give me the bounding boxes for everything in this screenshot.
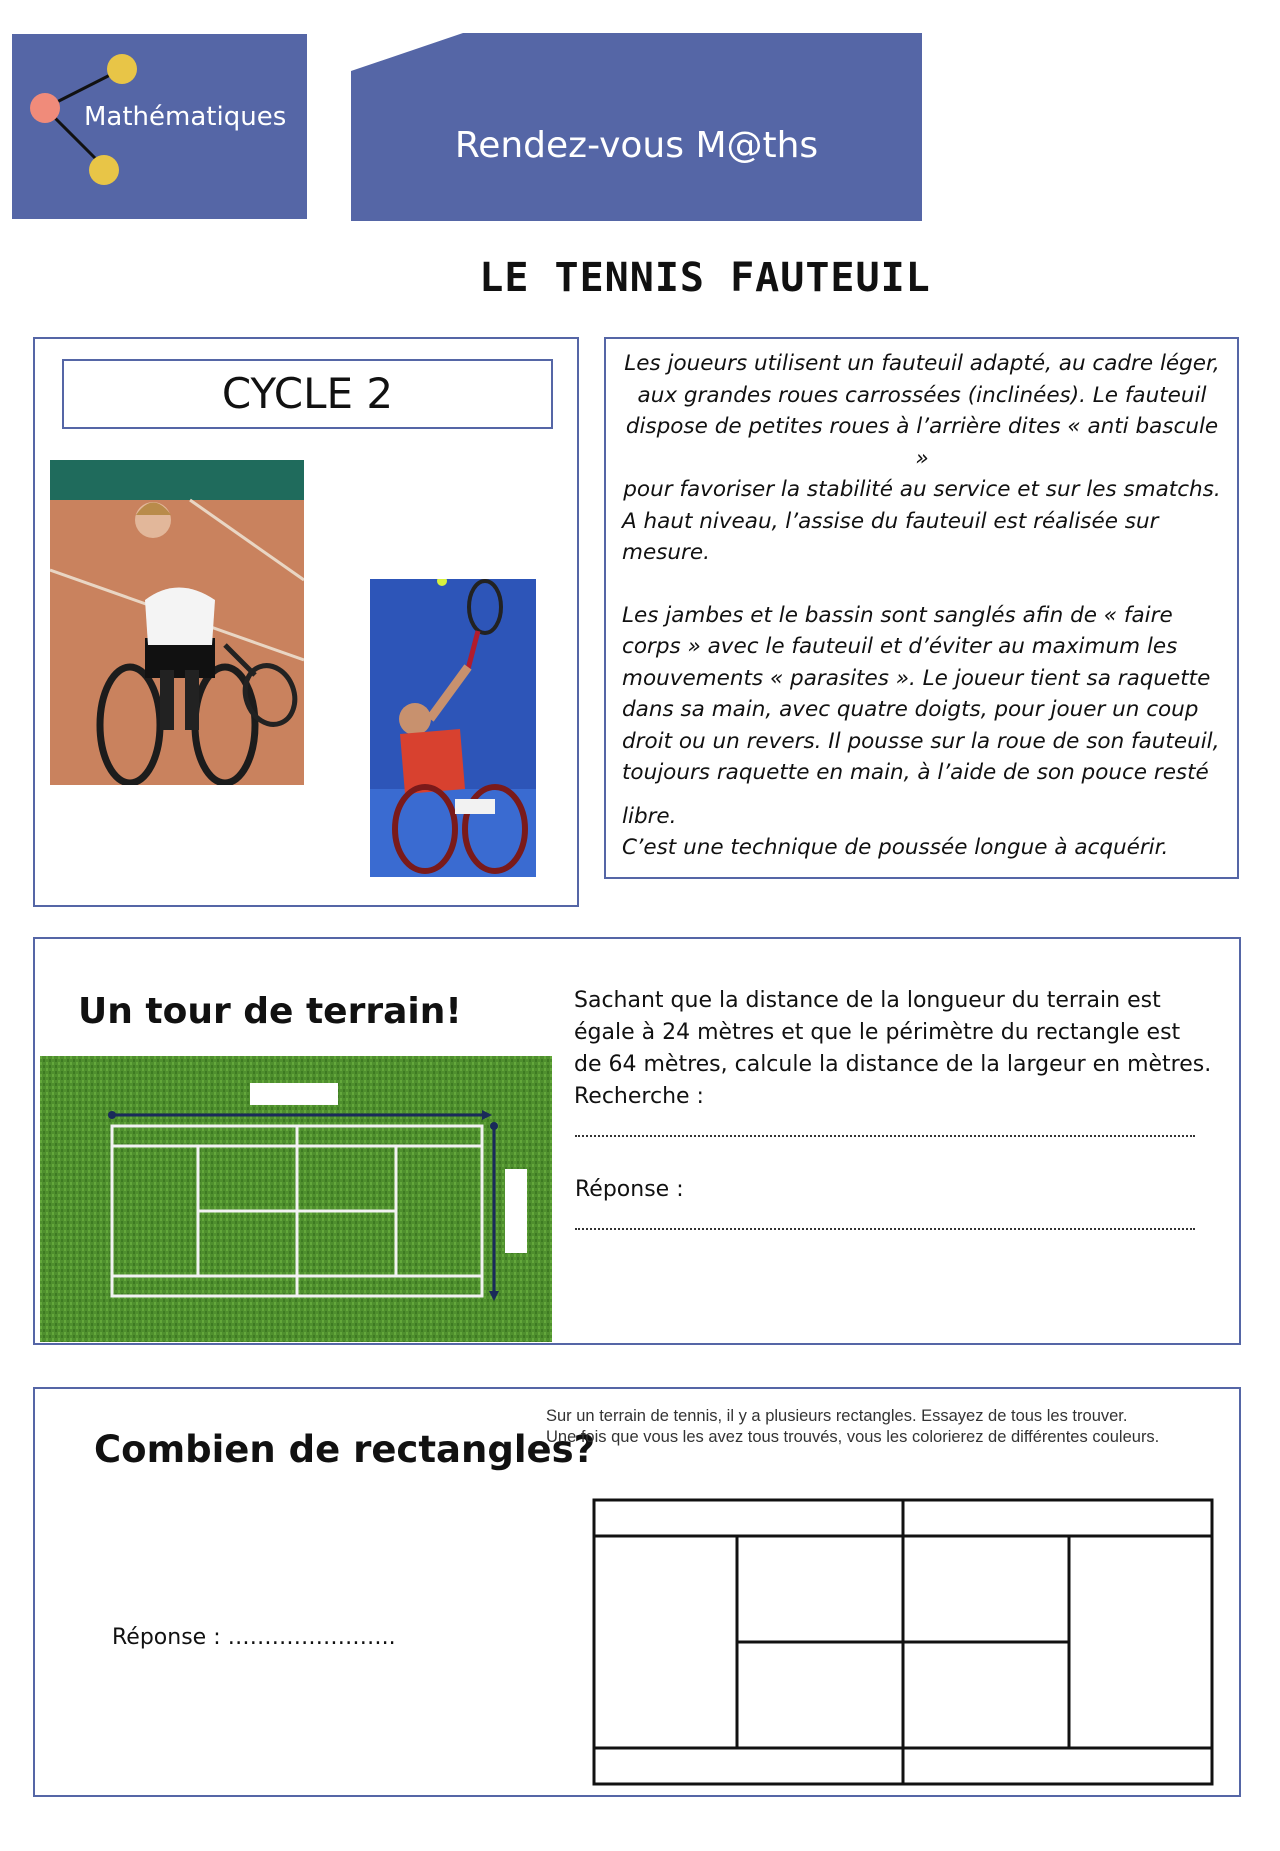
grass-court-image — [40, 1056, 552, 1342]
length-label-box — [250, 1083, 338, 1105]
instruction-line: Sur un terrain de tennis, il y a plusieurs rectangles. Essayez de tous les trouver. — [546, 1407, 1128, 1425]
banner-title: Rendez-vous M@ths — [454, 125, 819, 166]
description-line: dispose de petites roues à l’arrière dites « anti bascule » — [625, 414, 1219, 471]
rectangles-answer: Réponse : ………………….. — [112, 1625, 396, 1650]
rectangles-title: Combien de rectangles? — [94, 1428, 596, 1471]
logo-box — [12, 34, 307, 219]
tour-title: Un tour de terrain! — [78, 991, 462, 1032]
description-line: A haut niveau, l’assise du fauteuil est réalisée sur mesure. — [622, 508, 1159, 565]
wheelchair-tennis-photo-hardcourt — [370, 579, 536, 877]
instruction-line: Une fois que vous les avez tous trouvés, vous les colorierez de différentes couleurs. — [546, 1428, 1160, 1446]
description-paragraph: Les jambes et le bassin sont sanglés afin de « faire corps » avec le fauteuil et d’éviter au maximum les mouvements « parasites ». Le joueur tient sa raquette dans sa main, avec quatre doigts, pour jouer un coup droit ou un revers. Il pousse sur la roue de son fauteuil, toujours raquette en main, à l’aide de son pouce resté — [622, 602, 1220, 785]
description-line: Les joueurs utilisent un fauteuil adapté, au cadre léger, — [624, 351, 1220, 376]
width-label-box — [505, 1169, 527, 1253]
tour-question — [574, 985, 1214, 1113]
search-answer-line[interactable] — [575, 1135, 1195, 1137]
answer-label: Réponse : — [575, 1177, 684, 1202]
logo-title: Mathématiques — [84, 102, 287, 132]
description-line: libre. — [622, 803, 677, 829]
wheelchair-tennis-photo-clay — [50, 460, 304, 785]
search-label: Recherche : — [574, 1084, 704, 1109]
description-line: C’est une technique de poussée longue à acquérir. — [622, 835, 1169, 860]
rectangles-instructions — [546, 1406, 1226, 1448]
tour-question-text: Sachant que la distance de la longueur du terrain est égale à 24 mètres et que le périmètre du rectangle est de 64 mètres, calcule la distance de la largeur en mètres. — [574, 988, 1212, 1077]
description-text — [618, 348, 1226, 864]
description-line: pour favoriser la stabilité au service et sur les smatchs. — [623, 477, 1221, 502]
answer-line[interactable] — [575, 1228, 1195, 1230]
banner — [351, 33, 922, 221]
page-title: LE TENNIS FAUTEUIL — [479, 255, 931, 301]
cycle-label: CYCLE 2 — [62, 359, 553, 429]
description-line: aux grandes roues carrossées (inclinées). Le fauteuil — [637, 382, 1207, 408]
court-rectangles-diagram[interactable] — [592, 1498, 1214, 1787]
